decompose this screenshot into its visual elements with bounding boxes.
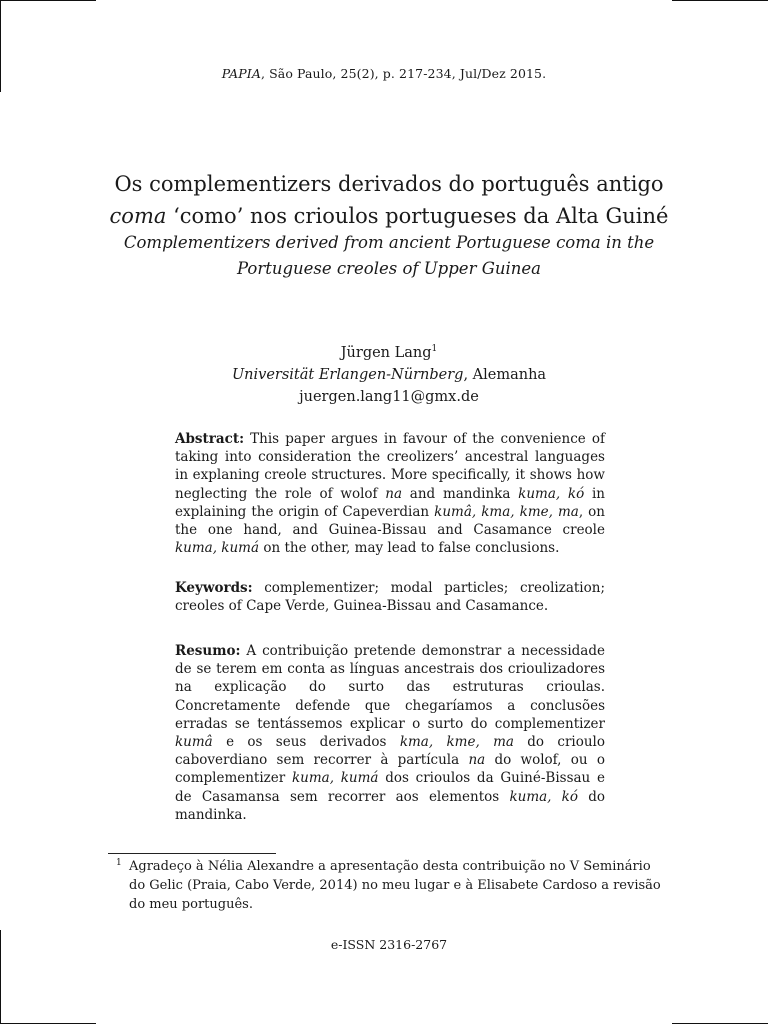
author-affiliation bbox=[0, 364, 768, 386]
abstract-text: This paper argues in favour of the convenience of taking into consideration the creolizers’ ancestral languages in explaning creole structures. More specifically, it shows how neglecting the role of wolof bbox=[175, 431, 605, 502]
resumo-label: Resumo: bbox=[175, 643, 241, 659]
abstract-term: kuma, kó bbox=[518, 485, 585, 502]
page-footer-issn: e-ISSN 2316-2767 bbox=[330, 937, 448, 952]
footnote-text: Agradeço à Nélia Alexandre a apresentação desta contribuição no V Seminário do Gelic (Praia, Cabo Verde, 2014) no meu lugar e à Elisabete Cardoso a revisão do meu português. bbox=[129, 859, 661, 912]
abstract-text: on the other, may lead to false conclusions. bbox=[259, 540, 560, 557]
author-footnote-mark: 1 bbox=[431, 344, 438, 354]
abstract-section bbox=[175, 430, 605, 557]
paper-title bbox=[0, 168, 768, 232]
abstract-text: in explaining the origin of Capeverdian bbox=[175, 485, 606, 520]
abstract-term: na bbox=[385, 485, 403, 502]
author-name: Jürgen Lang bbox=[340, 344, 432, 361]
affiliation-university: Universität Erlangen-Nürnberg bbox=[231, 366, 464, 383]
resumo-term: na bbox=[468, 752, 486, 769]
author-block bbox=[0, 338, 768, 408]
resumo-text: A contribuição pretende demonstrar a necessidade de se terem em conta as línguas ancestrais dos crioulizadores na explicação do surto das estruturas crioulas. Concretamente defende que chegaríamos a conclusões erradas se tentássemos explicar o surto do complementizer bbox=[175, 643, 605, 732]
paper-subtitle bbox=[0, 230, 768, 282]
keywords-label: Keywords: bbox=[175, 580, 253, 596]
resumo-term: kma, kme, ma bbox=[399, 734, 514, 751]
author-name-line bbox=[0, 338, 768, 364]
crop-mark-top-right-h bbox=[672, 0, 768, 1]
resumo-term: kumâ bbox=[175, 734, 213, 751]
subtitle-line-1: Complementizers derived from ancient Portuguese coma in the bbox=[123, 233, 655, 252]
journal-name: PAPIA bbox=[221, 66, 261, 81]
resumo-term: kuma, kumá bbox=[291, 770, 379, 787]
keywords-text: complementizer; modal particles; creolization; creoles of Cape Verde, Guinea-Bissau and Casamance. bbox=[175, 580, 605, 615]
title-italic-word: coma bbox=[109, 204, 167, 228]
resumo-text: dos crioulos da Guiné-Bissau e de Casamansa sem recorrer aos elementos bbox=[175, 770, 605, 805]
title-line-2 bbox=[0, 200, 768, 232]
resumo-text: do crioulo caboverdiano sem recorrer à partícula bbox=[175, 734, 605, 769]
footnote-number: 1 bbox=[116, 858, 122, 868]
abstract-term: kuma, kumá bbox=[175, 540, 260, 557]
crop-mark-top-left-h bbox=[0, 0, 96, 1]
footnote-rule bbox=[108, 853, 276, 854]
running-header bbox=[0, 66, 768, 81]
affiliation-country: , Alemanha bbox=[463, 366, 547, 383]
abstract-text: and mandinka bbox=[402, 485, 519, 502]
title-line-1: Os complementizers derivados do português antigo bbox=[114, 172, 664, 196]
abstract-label: Abstract: bbox=[175, 431, 245, 447]
subtitle-line-2: Portuguese creoles of Upper Guinea bbox=[236, 259, 542, 278]
footnote bbox=[108, 857, 670, 914]
resumo-term: kuma, kó bbox=[509, 788, 578, 805]
resumo-text: e os seus derivados bbox=[212, 734, 400, 751]
author-email: juergen.lang11@gmx.de bbox=[299, 388, 479, 405]
resumo-text: do wolof, ou o complementizer bbox=[175, 752, 605, 787]
abstract-term: kumâ, kma, kme, ma bbox=[434, 503, 579, 520]
citation-info: , São Paulo, 25(2), p. 217-234, Jul/Dez 2015. bbox=[260, 66, 547, 81]
title-line-2-text: ‘como’ nos crioulos portugueses da Alta Guiné bbox=[166, 204, 669, 228]
resumo-text: do mandinka. bbox=[175, 788, 605, 823]
abstract-text: , on the one hand, and Guinea-Bissau and Casamance creole bbox=[175, 503, 606, 539]
keywords-section bbox=[175, 579, 605, 615]
resumo-section bbox=[175, 642, 605, 824]
